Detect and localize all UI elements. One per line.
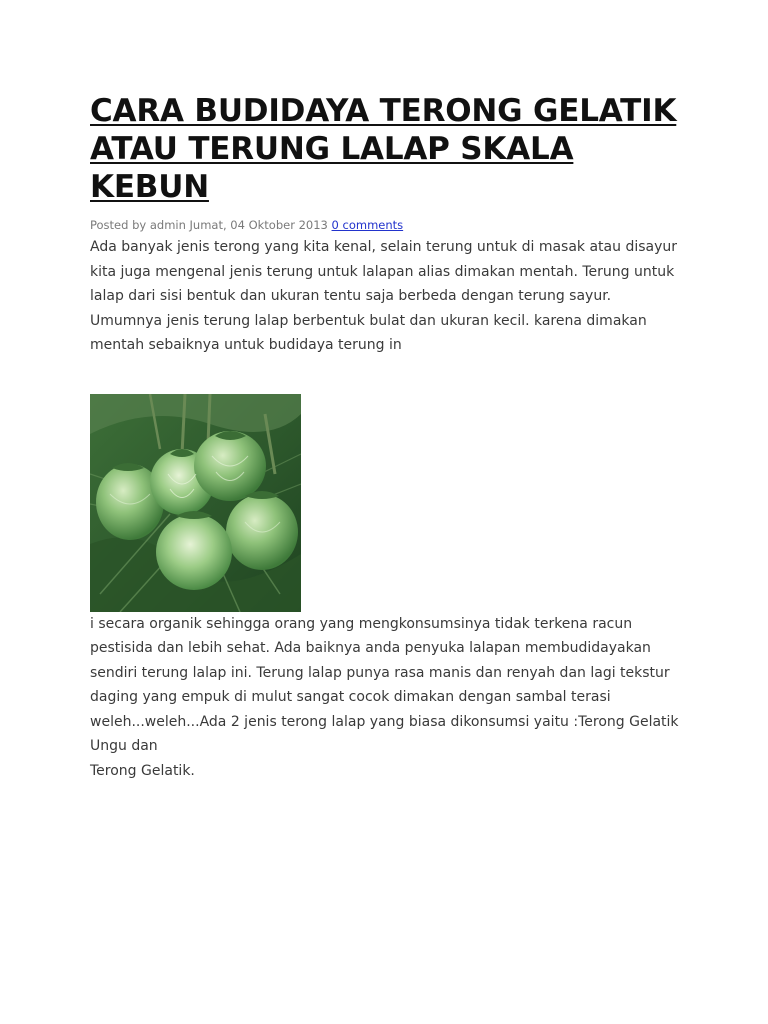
comments-link[interactable]: 0 comments [331, 218, 404, 232]
article [90, 92, 680, 783]
article-paragraph-1: Ada banyak jenis terong yang kita kenal, selain terung untuk di masak atau disayur kita juga mengenal jenis terung untuk lalapan alias dimakan mentah. Terung untuk lalap dari sisi bentuk dan ukuran tentu saja berbeda dengan terung sayur. Umumnya jenis terung lalap berbentuk bulat dan ukuran kecil. karena dimakan mentah sebaiknya untuk budidaya terung in [90, 239, 678, 353]
eggplant-photo [90, 394, 301, 612]
post-meta [90, 218, 680, 233]
posted-by-text: Posted by admin Jumat, 04 Oktober 2013 [90, 218, 328, 232]
article-paragraph-2: i secara organik sehingga orang yang mengkonsumsinya tidak terkena racun pestisida dan lebih sehat. Ada baiknya anda penyuka lalapan membudidayakan sendiri terung lalap ini. Terung lalap punya rasa manis dan renyah dan lagi tekstur daging yang empuk di mulut sangat cocok dimakan dengan sambal terasi weleh...weleh...Ada 2 jenis terong lalap yang biasa dikonsumsi yaitu :Terong Gelatik Ungu dan [90, 615, 679, 754]
article-title[interactable]: CARA BUDIDAYA TERONG GELATIK ATAU TERUNG LALAP SKALA KEBUN [90, 93, 677, 205]
article-paragraph-3: Terong Gelatik. [90, 762, 195, 779]
